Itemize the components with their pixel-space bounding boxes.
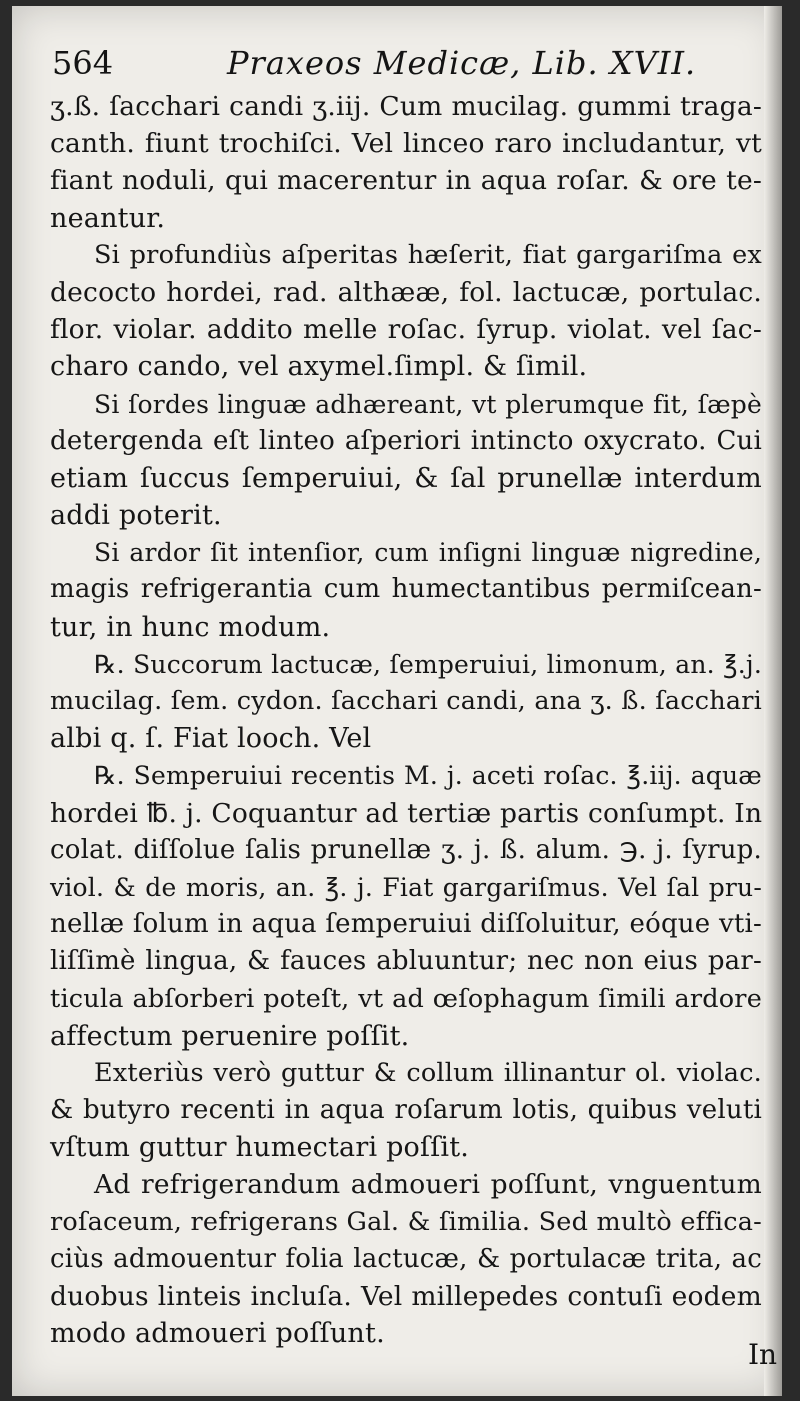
running-head [52, 44, 752, 88]
running-title: Praxeos Medicæ, Lib. XVII. [227, 44, 697, 82]
text-line: & butyro recenti in aqua roſarum lotis, quibus veluti [50, 1095, 762, 1126]
text-line: mucilag. ſem. cydon. ſacchari candi, ana ʒ. ß. ſacchari [50, 686, 762, 716]
text-line: neantur. [50, 202, 166, 234]
catchword: In [748, 1338, 778, 1371]
page-gutter-shadow [764, 6, 782, 1396]
text-line: vſtum guttur humectari poſſit. [50, 1132, 470, 1164]
text-line: roſaceum, refrigerans Gal. & ſimilia. Sed multò effica- [50, 1206, 762, 1237]
text-line: canth. fiunt trochiſci. Vel linceo raro includantur, vt [50, 128, 762, 160]
page-number: 564 [52, 44, 114, 82]
text-line: nellæ ſolum in aqua ſemperuiui diſſoluitur, eóque vti- [50, 909, 762, 940]
paragraph-first-line: Ad refrigerandum admoueri poſſunt, vnguentum [94, 1169, 762, 1201]
paragraph-first-line: Exteriùs verò guttur & collum illinantur ol. violac. [94, 1057, 762, 1088]
recipe-first-line: ℞. Semperuiui recentis M. j. aceti roſac. ℥.iij. aquæ [94, 761, 762, 791]
text-line: magis refrigerantia cum humectantibus permiſcean- [50, 574, 762, 605]
text-line: colat. diſſolue ſalis prunellæ ʒ. j. ß. alum. ℈. j. ſyrup. [50, 834, 762, 865]
paragraph-first-line: Si ardor ſit intenſior, cum inſigni linguæ nigredine, [94, 538, 762, 568]
paragraph-first-line: Si ſordes linguæ adhæreant, vt plerumque fit, ſæpè [94, 389, 762, 419]
text-line: decocto hordei, rad. althææ, fol. lactucæ, portulac. [50, 276, 762, 308]
text-line: fiant noduli, qui macerentur in aqua roſar. & ore te- [50, 165, 762, 197]
text-line: viol. & de moris, an. ℥. j. Fiat gargariſmus. Vel ſal pru- [50, 872, 762, 902]
text-line: modo admoueri poſſunt. [50, 1318, 385, 1350]
recipe-first-line: ℞. Succorum lactucæ, ſemperuiui, limonum, an. ℥.j. [94, 649, 762, 679]
text-line: addi poterit. [50, 500, 222, 532]
text-line: ticula abſorberi poteſt, vt ad œſophagum ſimili ardore [50, 983, 762, 1014]
body-text [50, 88, 762, 1352]
text-line: detergenda eſt linteo aſperiori intincto oxycrato. Cui [50, 425, 762, 456]
text-line: tur, in hunc modum. [50, 611, 331, 643]
text-line: duobus linteis incluſa. Vel millepedes contuſi eodem [50, 1281, 762, 1312]
text-line: hordei ℔. j. Coquantur ad tertiæ partis conſumpt. In [50, 797, 763, 829]
book-page [12, 6, 782, 1396]
text-line: charo cando, vel axymel.ſimpl. & ſimil. [50, 351, 588, 383]
text-line: flor. violar. addito melle roſac. ſyrup. violat. vel ſac- [50, 314, 762, 346]
text-line: ʒ.ß. ſacchari candi ʒ.iij. Cum mucilag. gummi traga- [50, 91, 762, 122]
text-line: liſſimè lingua, & fauces abluuntur; nec non eius par- [50, 946, 762, 977]
text-line: albi q. ſ. Fiat looch. Vel [50, 723, 372, 755]
text-line: ciùs admouentur folia lactucæ, & portulacæ trita, ac [50, 1243, 762, 1274]
text-line: etiam ſuccus ſemperuiui, & ſal prunellæ interdum [50, 462, 762, 494]
paragraph-first-line: Si profundiùs aſperitas hæſerit, fiat gargariſma ex [94, 239, 762, 270]
text-line: affectum peruenire poſſit. [50, 1020, 410, 1052]
